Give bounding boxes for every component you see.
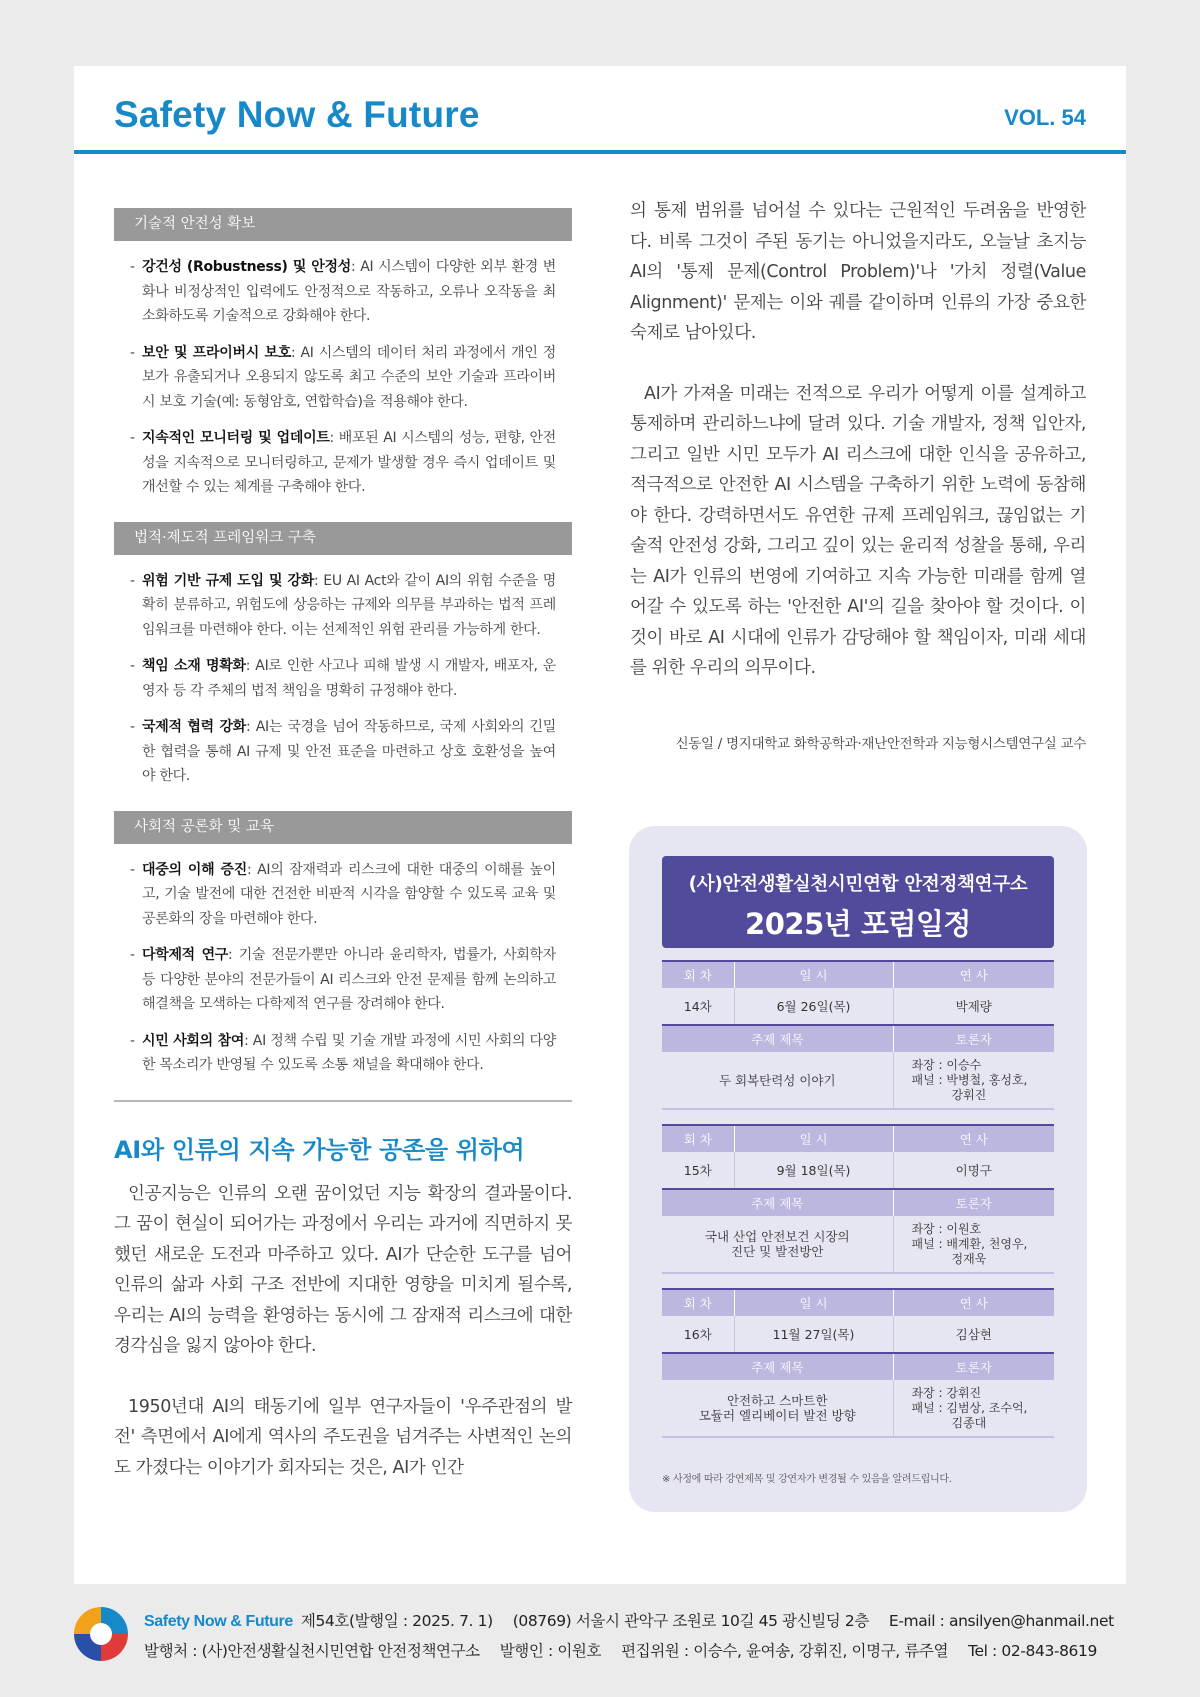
round-cell: 16차 bbox=[662, 1316, 734, 1353]
section-heading: 기술적 안전성 확보 bbox=[114, 208, 572, 241]
item-term: 위험 기반 규제 도입 및 강화 bbox=[142, 572, 314, 589]
section-heading: 법적·제도적 프레임워크 구축 bbox=[114, 522, 572, 555]
footer-issue: 제54호(발행일 : 2025. 7. 1) bbox=[300, 1612, 493, 1630]
table-row bbox=[662, 1152, 1054, 1189]
article-paragraph: 1950년대 AI의 태동기에 일부 연구자들이 '우주관점의 발전' 측면에서 AI에게 역사의 주도권을 넘겨주는 사변적인 논의도 가졌다는 이야기가 회자되는 것은, AI가 인간 bbox=[114, 1396, 572, 1478]
round-cell: 15차 bbox=[662, 1152, 734, 1189]
item-text: : 기술 전문가뿐만 아니라 윤리학자, 법률가, 사회학자 등 다양한 분야의 전문가들이 AI 리스크와 안전 문제를 함께 논의하고 해결책을 모색하는 다학제적 연구를 장려해야 한다. bbox=[142, 947, 556, 1012]
forum-schedule-table bbox=[662, 960, 1054, 1438]
list-item: - 위험 기반 규제 도입 및 강화: EU AI Act와 같이 AI의 위험 수준을 명확히 분류하고, 위험도에 상응하는 규제와 의무를 부과하는 법적 프레임워크를 마련해야 한다. 이는 선제적인 위험 관리를 가능하게 한다. bbox=[130, 572, 556, 638]
item-term: 다학제적 연구 bbox=[142, 947, 229, 963]
speaker-cell: 이명구 bbox=[893, 1152, 1054, 1189]
date-header: 일 시 bbox=[734, 961, 893, 988]
item-text: : AI 시스템이 다양한 외부 환경 변화나 비정상적인 입력에도 안정적으로 작동하고, 오류나 오작동을 최소화하도록 기술적으로 강화해야 한다. bbox=[142, 259, 556, 324]
footer-brand: Safety Now & Future bbox=[144, 1613, 293, 1630]
brand-logo-icon bbox=[72, 1605, 130, 1663]
bullet-list bbox=[114, 569, 572, 789]
right-column bbox=[630, 196, 1086, 752]
list-item: - 보안 및 프라이버시 보호: AI 시스템의 데이터 처리 과정에서 개인 정보가 유출되거나 오용되지 않도록 최고 수준의 보안 기술과 프라이버시 보호 기술(예: 동형암호, 연합학습)을 적용해야 한다. bbox=[130, 344, 556, 410]
list-item: - 지속적인 모니터링 및 업데이트: 배포된 AI 시스템의 성능, 편향, 안전성을 지속적으로 모니터링하고, 문제가 발생할 경우 즉시 업데이트 및 개선할 수 있는 체계를 구축해야 한다. bbox=[130, 430, 556, 495]
volume-label: VOL. 54 bbox=[1004, 105, 1086, 130]
topic-cell: 국내 산업 안전보건 시장의 진단 및 발전방안 bbox=[662, 1216, 893, 1273]
item-term: 강건성 (Robustness) 및 안정성 bbox=[142, 259, 351, 275]
topic-header: 주제 제목 bbox=[662, 1353, 893, 1380]
speaker-header: 연 사 bbox=[893, 1125, 1054, 1152]
section-technical-safety bbox=[114, 208, 572, 500]
footer-line-1 bbox=[144, 1609, 1114, 1631]
speaker-cell: 박제량 bbox=[893, 988, 1054, 1025]
section-social-education bbox=[114, 811, 572, 1078]
speaker-header: 연 사 bbox=[893, 961, 1054, 988]
item-text: : AI는 국경을 넘어 작동하므로, 국제 사회와의 긴밀한 협력을 통해 AI 규제 및 안전 표준을 마련하고 상호 호환성을 높여야 한다. bbox=[142, 719, 557, 784]
round-cell: 14차 bbox=[662, 988, 734, 1025]
speaker-header: 연 사 bbox=[893, 1289, 1054, 1316]
footer-email: E-mail : ansilyen@hanmail.net bbox=[888, 1612, 1114, 1630]
bullet-list bbox=[114, 858, 572, 1078]
date-header: 일 시 bbox=[734, 1125, 893, 1152]
topic-header: 주제 제목 bbox=[662, 1189, 893, 1216]
table-header-row bbox=[662, 1353, 1054, 1380]
list-item: - 대중의 이해 증진: AI의 잠재력과 리스크에 대한 대중의 이해를 높이고, 기술 발전에 대한 건전한 비판적 시각을 함양할 수 있도록 교육 및 공론화의 장을 마련해야 한다. bbox=[130, 861, 556, 927]
footer-line-2 bbox=[144, 1639, 1097, 1661]
item-text: : AI 시스템의 데이터 처리 과정에서 개인 정보가 유출되거나 오용되지 않도록 최고 수준의 보안 기술과 프라이버시 보호 기술(예: 동형암호, 연합학습)을 적용해야 한다. bbox=[142, 344, 556, 410]
forum-title: 2025년 포럼일정 bbox=[745, 907, 971, 941]
table-header-row bbox=[662, 1189, 1054, 1216]
topic-cell: 안전하고 스마트한 모듈러 엘리베이터 발전 방향 bbox=[662, 1380, 893, 1437]
panel-header: 토론자 bbox=[893, 1189, 1054, 1216]
list-item: - 강건성 (Robustness) 및 안정성: AI 시스템이 다양한 외부 환경 변화나 비정상적인 입력에도 안정적으로 작동하고, 오류나 오작동을 최소화하도록 기술적으로 강화해야 한다. bbox=[130, 259, 556, 324]
newsletter-page bbox=[74, 66, 1126, 1584]
forum-banner bbox=[662, 856, 1054, 948]
date-cell: 9월 18일(목) bbox=[734, 1152, 893, 1189]
list-item: - 책임 소재 명확화: AI로 인한 사고나 피해 발생 시 개발자, 배포자, 운영자 등 각 주체의 법적 책임을 명확히 규정해야 한다. bbox=[130, 658, 556, 699]
date-cell: 11월 27일(목) bbox=[734, 1316, 893, 1353]
section-heading: 사회적 공론화 및 교육 bbox=[114, 811, 572, 844]
left-column bbox=[114, 208, 572, 1483]
topic-cell: 두 회복탄력성 이야기 bbox=[662, 1052, 893, 1109]
round-header: 회 차 bbox=[662, 1289, 734, 1316]
footer-tel: Tel : 02-843-8619 bbox=[968, 1642, 1097, 1660]
item-term: 보안 및 프라이버시 보호 bbox=[142, 344, 291, 361]
item-term: 지속적인 모니터링 및 업데이트 bbox=[142, 430, 330, 446]
footer-address: (08769) 서울시 관악구 조원로 10길 45 광신빌딩 2층 bbox=[512, 1612, 869, 1630]
item-text: : AI 정책 수립 및 기술 개발 과정에 시민 사회의 다양한 목소리가 반영될 수 있도록 소통 채널을 확대해야 한다. bbox=[142, 1032, 557, 1073]
table-row bbox=[662, 1316, 1054, 1353]
masthead-rule bbox=[74, 150, 1126, 154]
date-header: 일 시 bbox=[734, 1289, 893, 1316]
forum-schedule-box bbox=[629, 826, 1087, 1512]
masthead-title: Safety Now & Future bbox=[114, 94, 480, 135]
table-row bbox=[662, 988, 1054, 1025]
forum-note: ※ 사정에 따라 강연제목 및 강연자가 변경될 수 있음을 알려드립니다. bbox=[662, 1474, 952, 1485]
table-header-row bbox=[662, 961, 1054, 988]
table-row bbox=[662, 1216, 1054, 1273]
section-divider bbox=[114, 1100, 572, 1102]
footer-editors: 편집위원 : 이승수, 윤여송, 강휘진, 이명구, 류주열 bbox=[621, 1642, 949, 1660]
round-header: 회 차 bbox=[662, 961, 734, 988]
table-header-row bbox=[662, 1125, 1054, 1152]
item-term: 국제적 협력 강화 bbox=[142, 719, 247, 735]
article-title: AI와 인류의 지속 가능한 공존을 위하여 bbox=[114, 1135, 525, 1164]
item-text: : AI로 인한 사고나 피해 발생 시 개발자, 배포자, 운영자 등 각 주체의 법적 책임을 명확히 규정해야 한다. bbox=[142, 658, 556, 699]
article-paragraph: 의 통제 범위를 넘어설 수 있다는 근원적인 두려움을 반영한다. 비록 그것이 주된 동기는 아니었을지라도, 오늘날 초지능 AI의 '통제 문제(Control Problem)'나 '가치 정렬(Value Alignment)' 문제는 이와 궤를 같이하며 인류의 가장 중요한 숙제로 남아있다. bbox=[630, 201, 1086, 343]
table-header-row bbox=[662, 1289, 1054, 1316]
footer-issuer: 발행인 : 이원호 bbox=[499, 1642, 602, 1660]
date-cell: 6월 26일(목) bbox=[734, 988, 893, 1025]
table-row bbox=[662, 1052, 1054, 1109]
item-text: : AI의 잠재력과 리스크에 대한 대중의 이해를 높이고, 기술 발전에 대한 건전한 비판적 시각을 함양할 수 있도록 교육 및 공론화의 장을 마련해야 한다. bbox=[142, 861, 556, 927]
forum-organization: (사)안전생활실천시민연합 안전정책연구소 bbox=[688, 874, 1028, 895]
footer-publisher: 발행처 : (사)안전생활실천시민연합 안전정책연구소 bbox=[144, 1642, 480, 1660]
panel-header: 토론자 bbox=[893, 1353, 1054, 1380]
article-paragraph: AI가 가져올 미래는 전적으로 우리가 어떻게 이를 설계하고 통제하며 관리하느냐에 달려 있다. 기술 개발자, 정책 입안자, 그리고 일반 시민 모두가 AI 리스크에 대한 인식을 공유하고, 적극적으로 안전한 AI 시스템을 구축하기 위한 노력에 동참해야 한다. 강력하면서도 유연한 규제 프레임워크, 끊임없는 기술적 안전성 강화, 그리고 깊이 있는 윤리적 성찰을 통해, 우리는 AI가 인류의 번영에 기여하고 지속 가능한 미래를 함께 열어갈 수 있도록 하는 '안전한 AI'의 길을 찾아야 할 것이다. 이것이 바로 AI 시대에 인류가 감당해야 할 책임이자, 미래 세대를 위한 우리의 의무이다. bbox=[630, 383, 1086, 678]
list-item: - 다학제적 연구: 기술 전문가뿐만 아니라 윤리학자, 법률가, 사회학자 등 다양한 분야의 전문가들이 AI 리스크와 안전 문제를 함께 논의하고 해결책을 모색하는 다학제적 연구를 장려해야 한다. bbox=[130, 947, 556, 1012]
table-row bbox=[662, 1380, 1054, 1437]
round-header: 회 차 bbox=[662, 1125, 734, 1152]
table-header-row bbox=[662, 1025, 1054, 1052]
section-legal-framework bbox=[114, 522, 572, 789]
panel-cell: 좌장 : 이승수 패널 : 박병철, 홍성호, 강휘진 bbox=[893, 1052, 1054, 1109]
article-paragraph: 인공지능은 인류의 오랜 꿈이었던 지능 확장의 결과물이다. 그 꿈이 현실이 되어가는 과정에서 우리는 과거에 직면하지 못했던 새로운 도전과 마주하고 있다. AI가 단순한 도구를 넘어 인류의 삶과 사회 구조 전반에 지대한 영향을 미치게 될수록, 우리는 AI의 능력을 환영하는 동시에 그 잠재적 리스크에 대한 경각심을 잃지 않아야 한다. bbox=[114, 1183, 572, 1356]
item-term: 대중의 이해 증진 bbox=[142, 861, 247, 878]
topic-header: 주제 제목 bbox=[662, 1025, 893, 1052]
item-text: : EU AI Act와 같이 AI의 위험 수준을 명확히 분류하고, 위험도에 상응하는 규제와 의무를 부과하는 법적 프레임워크를 마련해야 한다. 이는 선제적인 위험 관리를 가능하게 한다. bbox=[142, 572, 556, 638]
item-term: 책임 소재 명확화 bbox=[142, 658, 246, 674]
footer bbox=[0, 1594, 1200, 1697]
item-term: 시민 사회의 참여 bbox=[142, 1032, 245, 1049]
author-byline: 신동일 / 명지대학교 화학공학과·재난안전학과 지능형시스템연구실 교수 bbox=[675, 735, 1086, 752]
list-item: - 시민 사회의 참여: AI 정책 수립 및 기술 개발 과정에 시민 사회의 다양한 목소리가 반영될 수 있도록 소통 채널을 확대해야 한다. bbox=[130, 1032, 557, 1073]
panel-header: 토론자 bbox=[893, 1025, 1054, 1052]
bullet-list bbox=[114, 255, 572, 500]
item-text: : 배포된 AI 시스템의 성능, 편향, 안전성을 지속적으로 모니터링하고, 문제가 발생할 경우 즉시 업데이트 및 개선할 수 있는 체계를 구축해야 한다. bbox=[142, 430, 556, 495]
list-item: - 국제적 협력 강화: AI는 국경을 넘어 작동하므로, 국제 사회와의 긴밀한 협력을 통해 AI 규제 및 안전 표준을 마련하고 상호 호환성을 높여야 한다. bbox=[130, 719, 557, 784]
speaker-cell: 김삼현 bbox=[893, 1316, 1054, 1353]
panel-cell: 좌장 : 강휘진 패널 : 김범상, 조수억, 김종대 bbox=[893, 1380, 1054, 1437]
panel-cell: 좌장 : 이원호 패널 : 배계환, 천영우, 정재욱 bbox=[893, 1216, 1054, 1273]
